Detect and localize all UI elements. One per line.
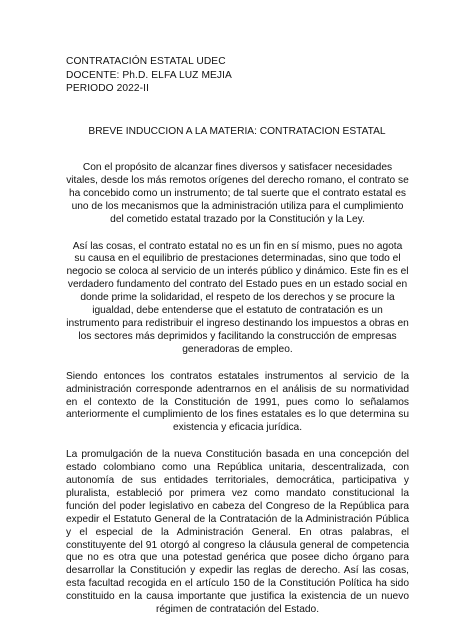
instructor-name: DOCENTE: Ph.D. ELFA LUZ MEJIA: [66, 69, 232, 81]
paragraph: Siendo entonces los contratos estatales instrumentos al servicio de la administración corresponde adentrarnos en el análisis de su normatividad en el contexto de la Constitución de 1991, pues como lo señalamos anteriormente el cumplimiento de los fines estatales es lo que determina su existencia y eficacia jurídica.: [66, 370, 409, 434]
document-body: [66, 162, 409, 631]
course-name: CONTRATACIÓN ESTATAL UDEC: [66, 56, 226, 67]
period: PERIODO 2022-II: [66, 83, 150, 94]
document-title: BREVE INDUCCION A LA MATERIA: CONTRATACION ESTATAL: [88, 126, 386, 137]
paragraph: Así las cosas, el contrato estatal no es un fin en sí mismo, pues no agota su causa en el equilibrio de prestaciones determinadas, sino que todo el negocio se coloca al servicio de un interés público y dinámico. Este fin es el verdadero fundamento del contrato del Estado pues en un estado social en donde prime la solidaridad, el respeto de los derechos y se procure la igualdad, debe entenderse que el estatuto de contratación es un instrumento para redistribuir el ingreso destinando los impuestos a obras en los sectores más deprimidos y facilitando la construcción de empresas generadoras de empleo.: [66, 240, 409, 355]
paragraph: La promulgación de la nueva Constitución basada en una concepción del estado colombiano como una República unitaria, descentralizada, con autonomía de sus entidades territoriales, democrática, participativa y pluralista, estableció por primera vez como mandato constitucional la función del poder legislativo en cabeza del Congreso de la República para expedir el Estatuto General de la Contratación de la Administración Pública y el especial de la Administración General. En otras palabras, el constituyente del 91 otorgó al congreso la cláusula general de competencia que no es otra que una potestad genérica que posee dicho órgano para desarrollar la Constitución y expedir las reglas de derecho. Así las cosas, esta facultad recogida en el artículo 150 de la Constitución Política ha sido constituido en la causa importante que justifica la existencia de un nuevo régimen de contratación del Estado.: [66, 449, 409, 616]
paragraph: Con el propósito de alcanzar fines diversos y satisfacer necesidades vitales, desde los más remotos orígenes del derecho romano, el contrato se ha concebido como un instrumento; de tal suerte que el contrato estatal es uno de los mecanismos que la administración utiliza para el cumplimiento del cometido estatal trazado por la Constitución y la Ley.: [66, 162, 409, 225]
document-header: [66, 55, 232, 96]
